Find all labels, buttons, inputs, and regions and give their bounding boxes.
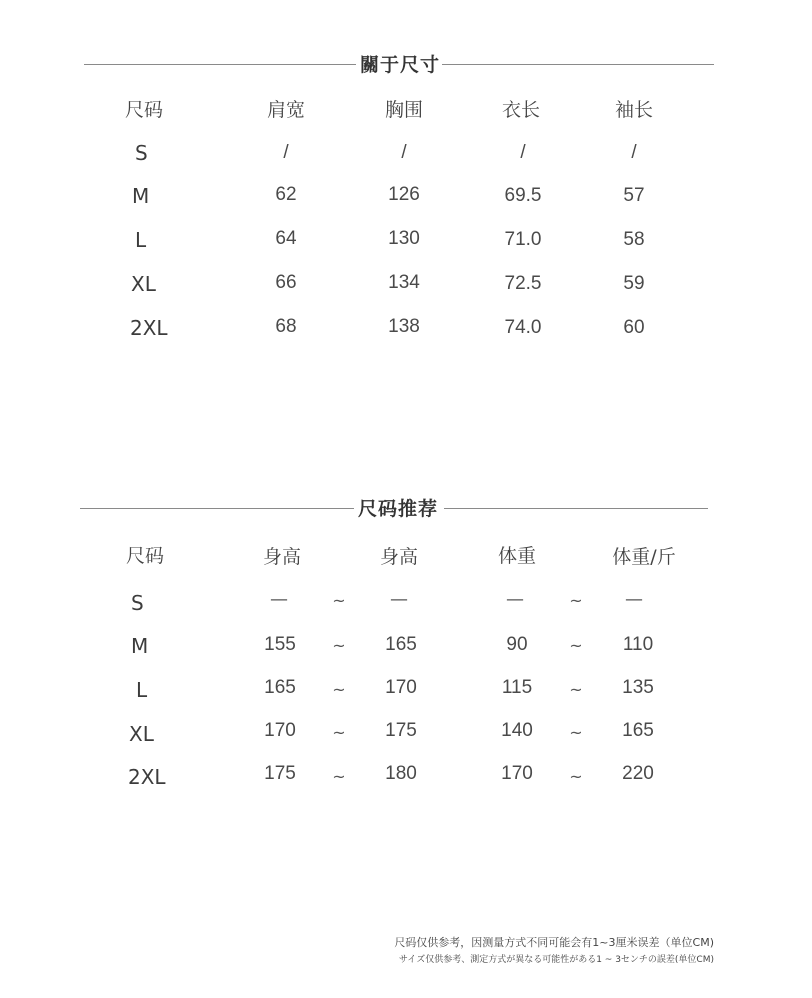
chest-value: 126 [388,184,420,205]
shoulder-value: 62 [275,184,297,205]
size-label: M [132,184,150,208]
height-min-value: — [270,589,288,610]
size-label: M [131,634,149,658]
weight-min-value: — [506,589,524,610]
header-length: 衣长 [501,99,541,121]
size-label: XL [131,272,156,296]
sleeve-value: 58 [623,229,645,250]
shoulder-value: / [283,142,289,163]
height-max-value: 180 [385,763,417,784]
weight-max-value: — [625,589,643,610]
size-label: XL [129,722,154,746]
header-height-max: 身高 [379,546,419,568]
weight-min-value: 90 [506,634,528,655]
range-separator: ~ [332,767,346,786]
size-label: 2XL [128,765,166,789]
length-value: 71.0 [504,229,542,250]
size-label: L [136,678,148,702]
sleeve-value: / [631,142,637,163]
weight-max-value: 110 [622,634,654,655]
range-separator: ~ [569,680,583,699]
chest-value: 130 [388,228,420,249]
header-size: 尺码 [124,99,164,121]
header-size: 尺码 [125,545,165,567]
shoulder-value: 64 [275,228,297,249]
weight-max-value: 135 [622,677,654,698]
shoulder-value: 68 [275,316,297,337]
heading-rule-right [442,64,714,65]
recommend-section-heading [0,497,812,521]
height-max-value: — [390,589,408,610]
height-max-value: 165 [385,634,417,655]
sleeve-value: 60 [623,317,645,338]
footnote-chinese: 尺码仅供参考，因测量方式不同可能会有1~3厘米误差（单位CM) [394,936,714,949]
size-label: L [135,228,147,252]
header-chest: 胸围 [384,99,424,121]
sleeve-value: 59 [623,273,645,294]
chest-value: / [401,142,407,163]
size-label: S [131,591,144,615]
range-separator: ~ [569,591,583,610]
range-separator: ~ [569,723,583,742]
range-separator: ~ [569,636,583,655]
recommend-section-title: 尺码推荐 [358,498,439,520]
length-value: 69.5 [504,185,542,206]
range-separator: ~ [332,723,346,742]
length-value: / [520,142,526,163]
header-sleeve: 袖长 [614,99,654,121]
height-min-value: 170 [264,720,296,741]
height-max-value: 170 [385,677,417,698]
header-weight-max: 体重/斤 [612,546,676,568]
chest-value: 134 [388,272,420,293]
size-label: S [135,141,148,165]
chest-value: 138 [388,316,420,337]
footnote-japanese: サイズ仅供参考、測定方式が異なる可能性がある1 ~ 3センチの誤差(单位CM) [398,955,714,965]
size-section-heading [0,53,812,77]
heading-rule-right [444,508,708,509]
weight-min-value: 170 [501,763,533,784]
weight-min-value: 140 [501,720,533,741]
shoulder-value: 66 [275,272,297,293]
weight-max-value: 165 [622,720,654,741]
sleeve-value: 57 [623,185,645,206]
height-min-value: 175 [264,763,296,784]
header-weight-min: 体重 [497,545,537,567]
size-label: 2XL [130,316,168,340]
weight-min-value: 115 [501,677,533,698]
length-value: 72.5 [504,273,542,294]
height-min-value: 165 [264,677,296,698]
weight-max-value: 220 [622,763,654,784]
range-separator: ~ [569,767,583,786]
header-height-min: 身高 [262,546,302,568]
header-shoulder: 肩宽 [266,99,306,121]
heading-rule-left [80,508,354,509]
length-value: 74.0 [504,317,542,338]
height-max-value: 175 [385,720,417,741]
range-separator: ~ [332,591,346,610]
size-section-title: 關于尺寸 [360,54,441,76]
height-min-value: 155 [264,634,296,655]
heading-rule-left [84,64,356,65]
range-separator: ~ [332,636,346,655]
range-separator: ~ [332,680,346,699]
